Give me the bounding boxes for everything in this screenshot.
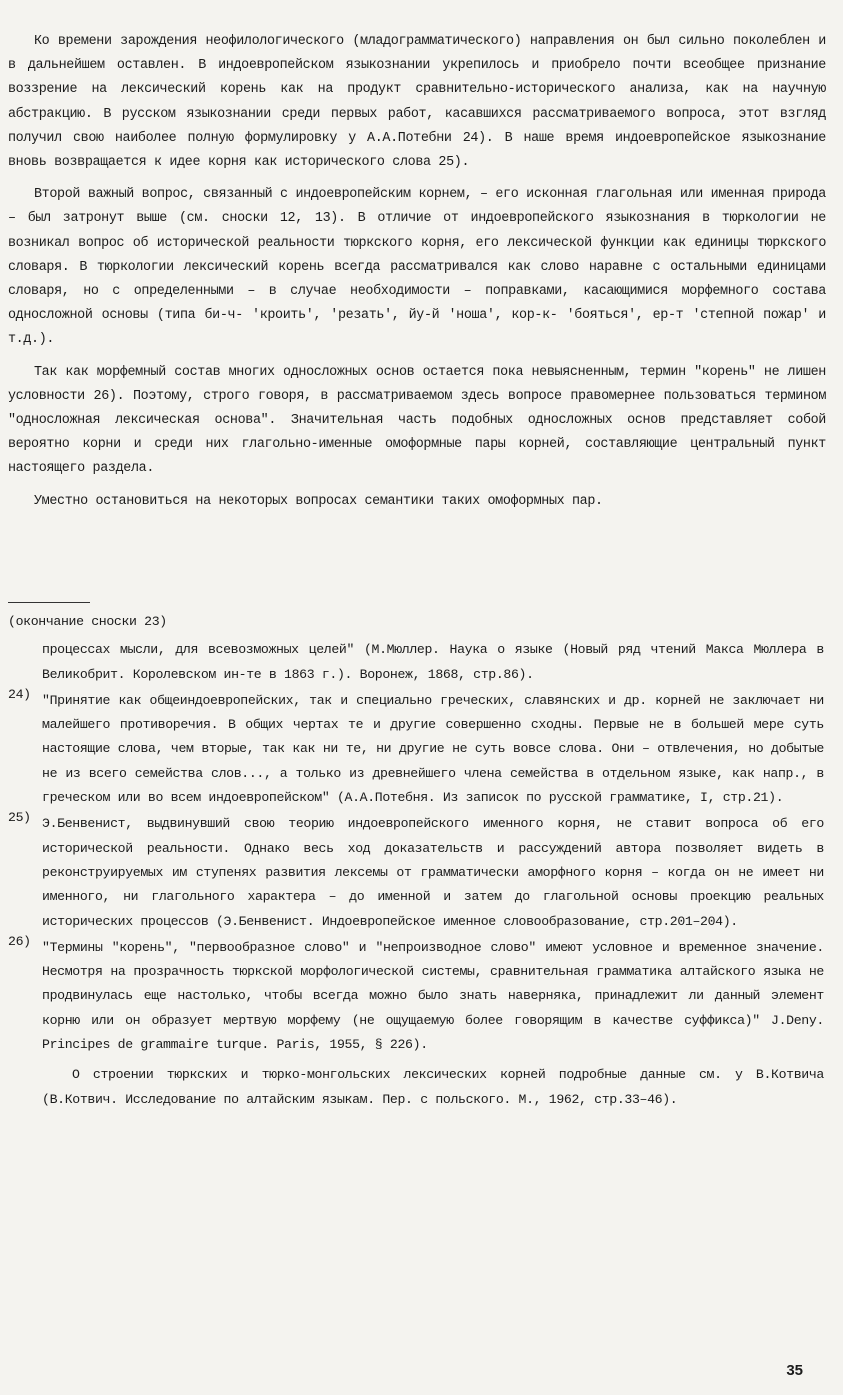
footnote-text: "Термины "корень", "первообразное слово" и "непроизводное слово" имеют условное и временное значение. Несмотря на прозрачность тюркской морфологической системы, сравнительная грамматика алтайского языка не продвинулась еще настолько, чтобы всегда можно было знать наверняка, принадлежит ли данный элемент корню или он образует мертвую морфему (не ощущаемую более говорящим в качестве суффикса)" J.Deny. Principes de grammaire turque. Paris, 1955, § 226). — [42, 939, 824, 1053]
footnote-25 — [8, 812, 824, 933]
footnote-text: О строении тюркских и тюрко-монгольских лексических корней подробные данные см. у В.Котвича (В.Котвич. Исследование по алтайским языкам. Пер. с польского. М., 1962, стр.33–46). — [42, 1067, 824, 1107]
footnote-text: Э.Бенвенист, выдвинувший свою теорию индоевропейского именного корня, не ставит вопроса об его исторической реальности. Однако весь ход доказательств и рассуждений автора позволяет видеть в реконструируемых им ступенях развития лексемы от грамматически аморфного корня – когда он не имеет ни именного, ни глагольного характера – до именной и затем до глагольной основы проекцию реальных исторических процессов (Э.Бенвенист. Индоевропейское именное словообразование, стр.201–204). — [42, 816, 824, 929]
footnotes-section — [8, 610, 824, 1114]
footnote-separator — [8, 602, 90, 603]
main-paragraph-2: Второй важный вопрос, связанный с индоевропейским корнем, – его исконная глагольная или именная природа – был затронут выше (см. сноски 12, 13). В отличие от индоевропейского языкознания в тюркологии не возникал вопрос об исторической реальности тюркского корня, его лексической функции как единицы тюркского словаря. В тюркологии лексический корень всегда рассматривался как слово наравне с остальными единицами словаря, но с определенными – в случае необходимости – поправками, касающимися морфемного состава односложной основы (типа би-ч- 'кроить', 'резать', йу-й 'ноша', кор-к- 'бояться', ер-т 'степной пожар' и т.д.). — [8, 187, 826, 348]
footnote-number: 24) — [8, 686, 31, 702]
main-paragraph-3: Так как морфемный состав многих односложных основ остается пока невыясненным, термин "корень" не лишен условности 26). Поэтому, строго говоря, в рассматриваемом здесь вопросе правомернее пользоваться термином "односложная лексическая основа". Значительная часть подобных односложных основ представляет собой вероятно корни и среди них глагольно-именные омоформные пары корней, составляющие центральный пункт настоящего раздела. — [8, 364, 826, 477]
footnote-text: "Принятие как общеиндоевропейских, так и специально греческих, славянских и др. корней не заключает ни малейшего противоречия. В общих чертах те и другие совершенно сходны. Первые не в большей мере суть настоящие слова, чем вторые, так как ни те, ни другие не суть вовсе слова. Они – отвлечения, но добытые не из всего семейства слов..., а только из древнейшего члена семейства в отдельном языке, как напр., в греческом или во всем индоевропейском" (А.А.Потебня. Из записок по русской грамматике, I, стр.21). — [42, 692, 824, 806]
page-number: 35 — [786, 1362, 803, 1379]
main-text — [8, 30, 826, 522]
footnote-26 — [8, 933, 824, 1112]
footnote-23-tail-text: процессах мысли, для всевозможных целей" (М.Мюллер. Наука о языке (Новый ряд чтений Макса Мюллера в Великобрит. Королевском ин-те в 1863 г.). Воронеж, 1868, стр.86). — [42, 642, 824, 682]
footnote-number: 26) — [8, 933, 31, 949]
footnote-23-tail — [8, 638, 824, 687]
footnote-continuation-label: (окончание сноски 23) — [8, 614, 167, 629]
main-paragraph-4: Уместно остановиться на некоторых вопросах семантики таких омоформных пар. — [34, 493, 603, 509]
footnote-24 — [8, 686, 824, 810]
footnote-number: 25) — [8, 810, 31, 826]
main-paragraph-1: Ко времени зарождения неофилологического (младограмматического) направления он был сильно поколеблен и в дальнейшем оставлен. В индоевропейском языкознании укрепилось и приобрело почти всеобщее признание воззрение на лексический корень как на продукт сравнительно-исторического анализа, как на научную абстракцию. В русском языкознании среди первых работ, касавшихся рассматриваемого вопроса, этот взгляд получил свою наиболее полную формулировку у А.А.Потебни 24). В наше время индоевропейское языкознание вновь возвращается к идее корня как исторического слова 25). — [8, 34, 826, 171]
